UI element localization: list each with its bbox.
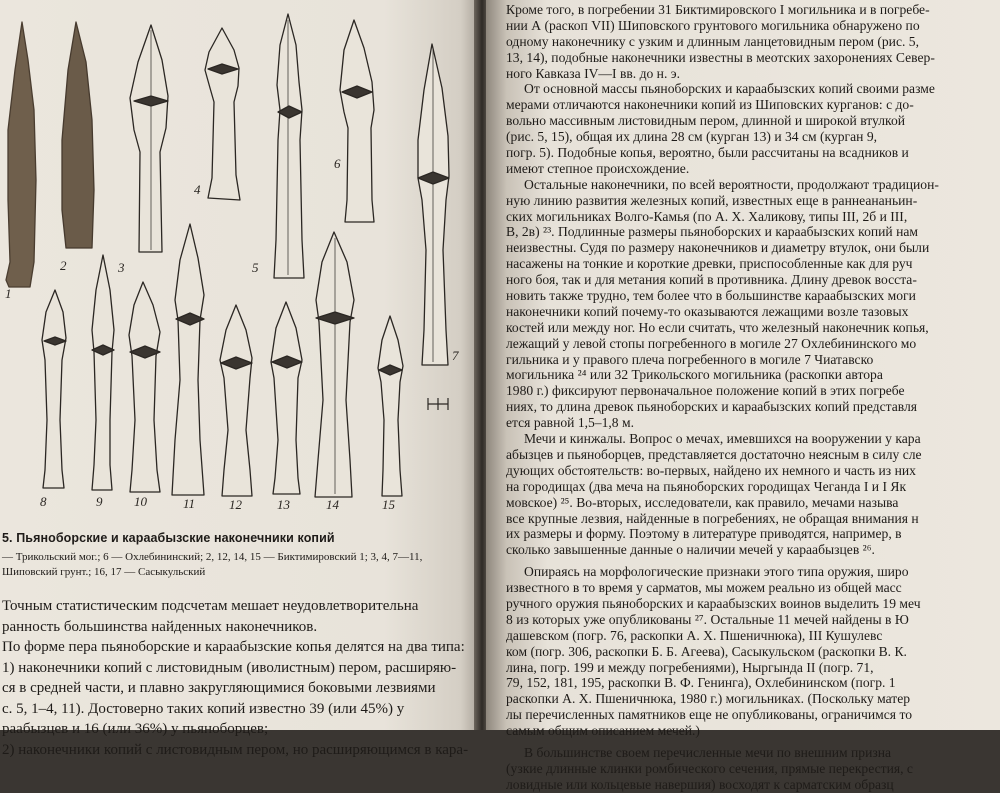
text-line: лина, погр. 199 и между погребениями), Ныргында II (погр. 71, (506, 659, 874, 675)
text-line: вольно массивным листовидным пером, длинной и широкой втулкой (506, 113, 906, 129)
text-line: лежащий у левой стопы погребенного в могиле 27 Охлебининского мо (506, 335, 917, 351)
text-line: мовское) ²⁵. Во-вторых, исследователи, как правило, мечами называ (506, 494, 899, 510)
spearhead-12 (220, 305, 252, 496)
text-line: ниях, то длина древок пьяноборских и караабызских копий представля (506, 399, 918, 415)
spearhead-5 (274, 14, 304, 278)
text-line: 2) наконечники копий с листовидным пером, но расширяющимся в кара- (2, 741, 469, 758)
spearhead-photo-2 (62, 22, 94, 248)
text-line: неизвестны. Судя по размеру наконечников и диаметру втулок, они были (506, 240, 930, 256)
text-line: В, 2в) ²³. Подлинные размеры пьяноборских и караабызских копий нам (506, 224, 918, 240)
text-line: сколько завышенные данные о наличии мечей у караабызцев ²⁶. (506, 542, 875, 558)
spearhead-3 (130, 25, 168, 252)
text-line: ских могильниках Волго-Камья (по А. Х. Халикову, типы III, 2б и III, (506, 208, 908, 224)
text-line: абызцев и пьяноборцев, представляется достаточно неясным в силу сле (506, 446, 922, 462)
text-line: Точным статистическим подсчетам мешает неудовлетворительна (2, 598, 419, 614)
text-line: известного в то время у сарматов, мы можем реально из общей масс (506, 580, 902, 596)
text-line: ком (погр. 306, раскопки Б. Б. Агеева), Сасыкульском (раскопки В. К. (506, 643, 907, 659)
figure-caption-line: Шиповский грунт.; 16, 17 — Сасыкульский (2, 566, 206, 578)
text-line: 79, 152, 181, 195, раскопки В. Ф. Генинга), Охлебининском (погр. 1 (506, 675, 896, 691)
label-13: 13 (277, 497, 290, 512)
right-page (486, 0, 1000, 792)
label-9: 9 (96, 494, 103, 509)
label-5: 5 (252, 260, 259, 275)
text-line: на городищах (два меча на пьяноборских городищах Чеганда I и I Як (506, 478, 907, 494)
spearhead-15 (378, 316, 403, 496)
label-15: 15 (382, 497, 395, 512)
spearhead-drawings (0, 0, 478, 515)
scale-bar (428, 398, 448, 410)
text-line: ловидные или кольцевые навершия) восходят к сарматским образц (506, 776, 894, 792)
text-line: Остальные наконечники, по всей вероятности, продолжают традицион- (524, 176, 939, 192)
spearhead-9 (92, 255, 114, 490)
text-line: самым общим описанием мечей.) (506, 723, 700, 739)
text-line: От основной массы пьяноборских и караабызских копий своими разме (524, 81, 935, 97)
text-line: их размеры и форму. Поэтому в литературе приводятся, например, в (506, 526, 902, 542)
text-line: насажены на тонкие и короткие древки, приспособленные как для руч (506, 256, 913, 272)
text-line: могильника ²⁴ или 32 Трикольского могильника (раскопки автора (506, 367, 883, 383)
spearhead-8 (42, 290, 66, 488)
text-line: Мечи и кинжалы. Вопрос о мечах, имевшихся на вооружении у кара (524, 431, 921, 447)
spearhead-photo-1 (6, 22, 36, 287)
label-11: 11 (183, 496, 196, 511)
spearhead-11 (172, 224, 204, 495)
right-body-text (506, 2, 1000, 793)
spearhead-figure (0, 0, 478, 515)
figure-caption-title: 5. Пьяноборские и караабызские наконечники копий (2, 531, 335, 545)
text-line: все крупные лезвия, найденные в погребениях, не обращая внимания н (506, 510, 919, 526)
label-10: 10 (134, 494, 147, 509)
text-line: одному наконечнику с узким и длинным ланцетовидным пером (рис. 5, (506, 33, 919, 49)
spearhead-6 (340, 20, 374, 222)
label-8: 8 (40, 494, 47, 509)
text-line: ся в средней части, и плавно закругляющимися боковыми лезвиями (2, 680, 436, 696)
text-line: имеют степное происхождение. (506, 160, 690, 176)
text-line: раабызцев и 16 (или 36%) у пьяноборцев; (2, 721, 269, 737)
text-line: Опираясь на морфологические признаки этого типа оружия, широ (524, 564, 909, 580)
text-line: дашевском (погр. 76, раскопки А. Х. Пшеничнюка), III Кушулевс (506, 627, 883, 643)
text-line: 8 из которых уже опубликованы ²⁷. Остальные 11 мечей найдены в Ю (506, 611, 909, 627)
text-line: нии А (раскоп VII) Шиповского грунтового могильника обнаружено по (506, 17, 920, 33)
text-line: ного боя, так и для метания копий в противника. Длину древок восста- (506, 272, 917, 288)
text-line: (узкие длинные клинки ромбического сечения, прямые перекрестия, с (506, 760, 913, 776)
label-6: 6 (334, 156, 341, 171)
text-line: наконечники копий почему-то оказываются лежащими возле тазовых (506, 303, 909, 319)
text-line: мерами отличаются наконечники копий из Шиповских курганов: с до- (506, 97, 914, 113)
text-line: дующих обстоятельств: во-первых, найдено их немного и часть из них (506, 462, 916, 478)
label-14: 14 (326, 497, 339, 512)
spearhead-14 (315, 232, 354, 497)
text-line: 13, 14), подобные наконечники известны в меотских захоронениях Север- (506, 49, 935, 65)
label-3: 3 (118, 260, 125, 275)
text-line: лы перечисленных памятников еще не опубликованы, ограничимся то (506, 707, 912, 723)
text-line: ется равной 1,5–1,8 м. (506, 415, 634, 431)
text-line: с. 5, 1–4, 11). Достоверно таких копий известно 39 (или 45%) у (2, 700, 405, 717)
label-2: 2 (60, 258, 67, 273)
text-line: В большинстве своем перечисленные мечи по внешним призна (524, 744, 892, 760)
text-line: новить также трудно, тем более что в большинстве караабызских моги (506, 288, 916, 304)
text-line: ного Кавказа IV—I вв. до н. э. (506, 65, 680, 81)
text-line: ручного оружия пьяноборских и караабызских воинов выделить 19 меч (506, 595, 921, 611)
text-line: ную линию развития железных копий, известных еще в раннеананьин- (506, 192, 918, 208)
left-page (0, 0, 480, 758)
text-line: 1980 г.) фиксируют первоначальное положение копий в этих погребе (506, 383, 905, 399)
text-line: гильника и у правого плеча погребенного в могиле 7 Чиатавско (506, 351, 874, 367)
label-12: 12 (229, 497, 242, 512)
spearhead-13 (271, 302, 302, 494)
text-line: погр. 5). Подобные копья, вероятно, были рассчитаны на всадников и (506, 145, 909, 161)
left-body-text (2, 596, 480, 760)
text-line: костей или между ног. Но если считать, что железный наконечник копья, (506, 319, 929, 335)
text-line: раскопки А. Х. Пшеничнюка, 1980 г.) могильниках. (Поскольку матер (506, 691, 911, 707)
label-4: 4 (194, 182, 201, 197)
text-line: 1) наконечники копий с листовидным (иволистным) пером, расширяю- (2, 659, 457, 676)
label-1: 1 (5, 286, 12, 301)
text-line: ранность большинства найденных наконечников. (2, 618, 318, 635)
spearhead-10 (129, 282, 160, 492)
text-line: Кроме того, в погребении 31 Биктимировского I могильника и в погребе- (506, 2, 930, 17)
text-line: (рис. 5, 15), общая их длина 28 см (курган 13) и 34 см (курган 9, (506, 129, 878, 145)
label-7: 7 (452, 348, 459, 363)
spearhead-7 (418, 44, 449, 365)
spearhead-4 (205, 28, 240, 200)
text-line: По форме пера пьяноборские и караабызские копья делятся на два типа: (2, 639, 465, 655)
figure-caption-line: — Трикольский мог.; 6 — Охлебининский; 2, 12, 14, 15 — Биктимировский 1; 3, 4, 7—11, (2, 551, 423, 563)
